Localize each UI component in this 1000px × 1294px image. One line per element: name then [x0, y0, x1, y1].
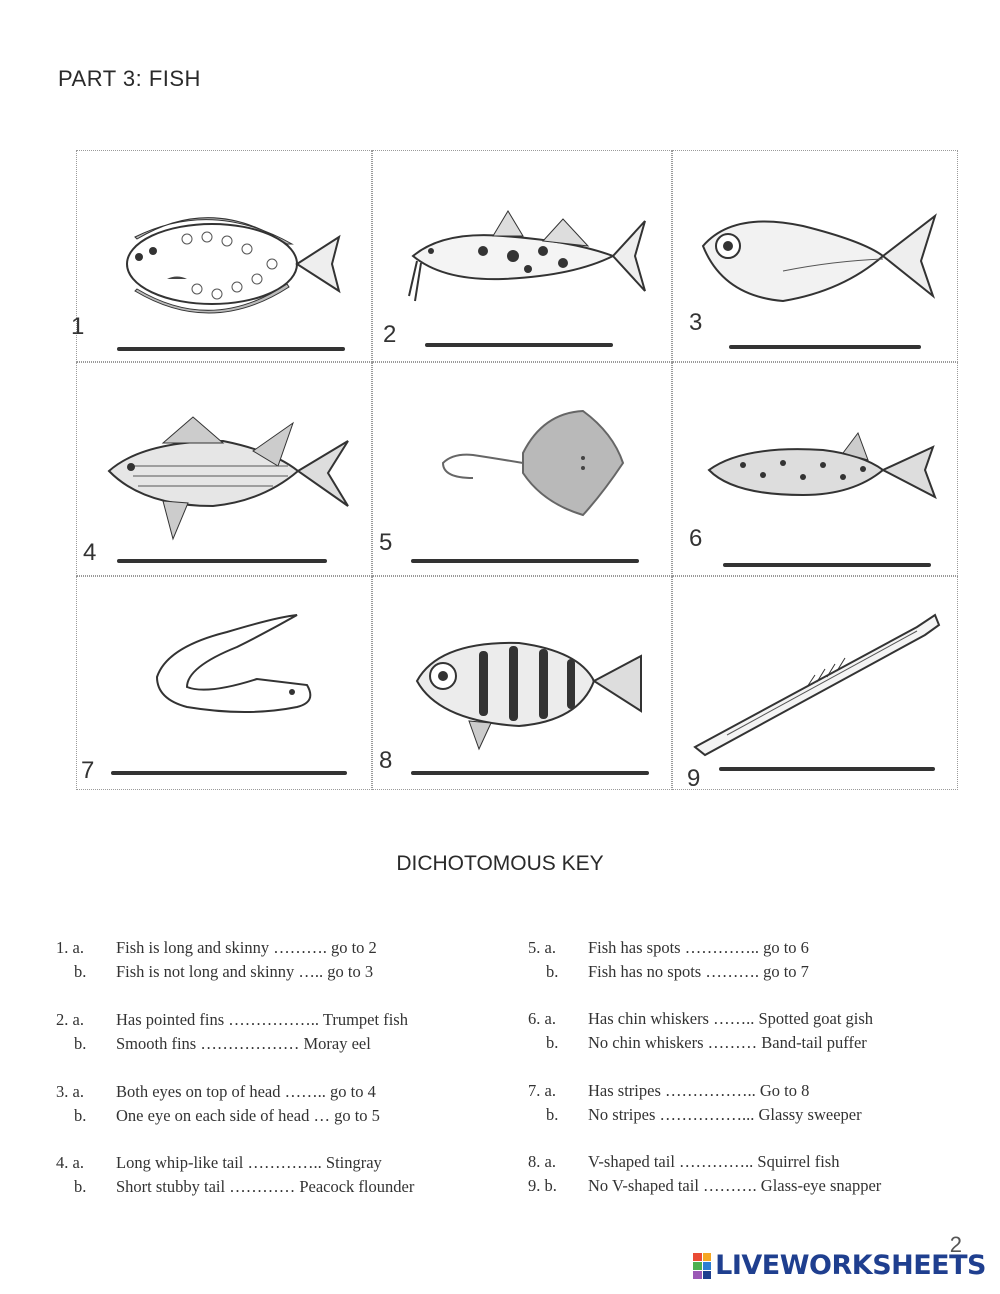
- key-step-3b: b.: [74, 1106, 87, 1125]
- stingray-image: [433, 403, 633, 523]
- answer-line-6[interactable]: [723, 563, 931, 567]
- fish-cell-4: [76, 362, 372, 576]
- fish-number-3: 3: [689, 309, 703, 336]
- answer-line-2[interactable]: [425, 343, 613, 347]
- key-right-column: [528, 938, 968, 1198]
- fish-cell-3: [672, 150, 958, 362]
- fish-cell-1: [71, 150, 372, 362]
- key-step-5a-text: Fish has spots ………….. go to 6: [588, 938, 809, 957]
- squirrel-fish-image: [103, 411, 353, 541]
- dichotomous-key-title: DICHOTOMOUS KEY: [396, 852, 604, 875]
- fish-number-8: 8: [379, 747, 393, 774]
- key-step-5b: b.: [546, 962, 559, 981]
- answer-line-7[interactable]: [111, 771, 347, 775]
- key-step-1b: b.: [74, 962, 87, 981]
- fish-cell-8: [372, 576, 672, 790]
- fish-number-5: 5: [379, 529, 393, 556]
- key-step-5a: 5. a.: [528, 938, 556, 957]
- key-step-1a: 1. a.: [56, 938, 84, 957]
- key-step-1a-text: Fish is long and skinny ………. go to 2: [116, 938, 377, 957]
- fish-number-1: 1: [71, 313, 85, 340]
- key-step-4a-text: Long whip-like tail ………….. Stingray: [116, 1153, 382, 1172]
- key-step-8a: 8. a.: [528, 1152, 556, 1171]
- key-left-column: [56, 938, 496, 1198]
- key-step-4b: b.: [74, 1177, 87, 1196]
- answer-line-5[interactable]: [411, 559, 639, 563]
- fish-cell-2: [372, 150, 672, 362]
- puffer-image: [703, 425, 943, 515]
- fish-number-9: 9: [687, 765, 701, 792]
- page-title: PART 3: FISH: [58, 66, 201, 91]
- liveworksheets-logo-text: LIVEWORKSHEETS: [715, 1250, 986, 1281]
- answer-line-8[interactable]: [411, 771, 649, 775]
- key-step-7b-text: No stripes ……………... Glassy sweeper: [588, 1105, 862, 1124]
- fish-number-7: 7: [81, 757, 95, 784]
- key-step-2a-text: Has pointed fins …………….. Trumpet fish: [116, 1010, 408, 1029]
- flounder-image: [117, 199, 347, 329]
- key-step-9b-text: No V-shaped tail ………. Glass-eye snapper: [588, 1176, 882, 1195]
- key-step-3a-text: Both eyes on top of head …….. go to 4: [116, 1082, 376, 1101]
- fish-number-6: 6: [689, 525, 703, 552]
- key-step-6a-text: Has chin whiskers …….. Spotted goat gish: [588, 1009, 874, 1028]
- key-step-5b-text: Fish has no spots ………. go to 7: [588, 962, 809, 981]
- liveworksheets-logo-icon: [693, 1253, 711, 1279]
- key-step-6b: b.: [546, 1033, 559, 1052]
- key-step-3b-text: One eye on each side of head … go to 5: [116, 1106, 380, 1125]
- key-step-1b-text: Fish is not long and skinny ….. go to 3: [116, 962, 374, 981]
- fish-cell-9: [672, 576, 958, 790]
- answer-line-9[interactable]: [719, 767, 935, 771]
- answer-line-3[interactable]: [729, 345, 921, 349]
- page-number: 2: [949, 1232, 962, 1257]
- key-step-2a: 2. a.: [56, 1010, 84, 1029]
- key-step-2b-text: Smooth fins ……………… Moray eel: [116, 1034, 371, 1053]
- key-step-8a-text: V-shaped tail ………….. Squirrel fish: [588, 1152, 840, 1171]
- fish-picture-grid: [71, 150, 958, 792]
- key-step-7a: 7. a.: [528, 1081, 556, 1100]
- key-step-9b: 9. b.: [528, 1176, 557, 1195]
- key-step-6b-text: No chin whiskers ……… Band-tail puffer: [588, 1033, 867, 1052]
- key-step-7a-text: Has stripes …………….. Go to 8: [588, 1081, 810, 1100]
- answer-line-1[interactable]: [117, 347, 345, 351]
- fish-cell-7: [76, 576, 372, 790]
- key-step-4b-text: Short stubby tail ………… Peacock flounder: [116, 1177, 415, 1196]
- fish-cell-6: [672, 362, 958, 576]
- key-step-7b: b.: [546, 1105, 559, 1124]
- liveworksheets-logo[interactable]: [693, 1250, 986, 1281]
- key-step-3a: 3. a.: [56, 1082, 84, 1101]
- trumpet-fish-image: [687, 607, 947, 757]
- fish-number-4: 4: [83, 539, 97, 566]
- key-step-2b: b.: [74, 1034, 87, 1053]
- catfish-image: [403, 201, 653, 311]
- fish-cell-5: [372, 362, 672, 576]
- fish-number-2: 2: [383, 321, 397, 348]
- answer-line-4[interactable]: [117, 559, 327, 563]
- key-step-4a: 4. a.: [56, 1153, 84, 1172]
- glass-eye-snapper-image: [409, 621, 649, 751]
- sweeper-image: [693, 201, 943, 311]
- key-step-6a: 6. a.: [528, 1009, 556, 1028]
- moray-eel-image: [147, 607, 327, 717]
